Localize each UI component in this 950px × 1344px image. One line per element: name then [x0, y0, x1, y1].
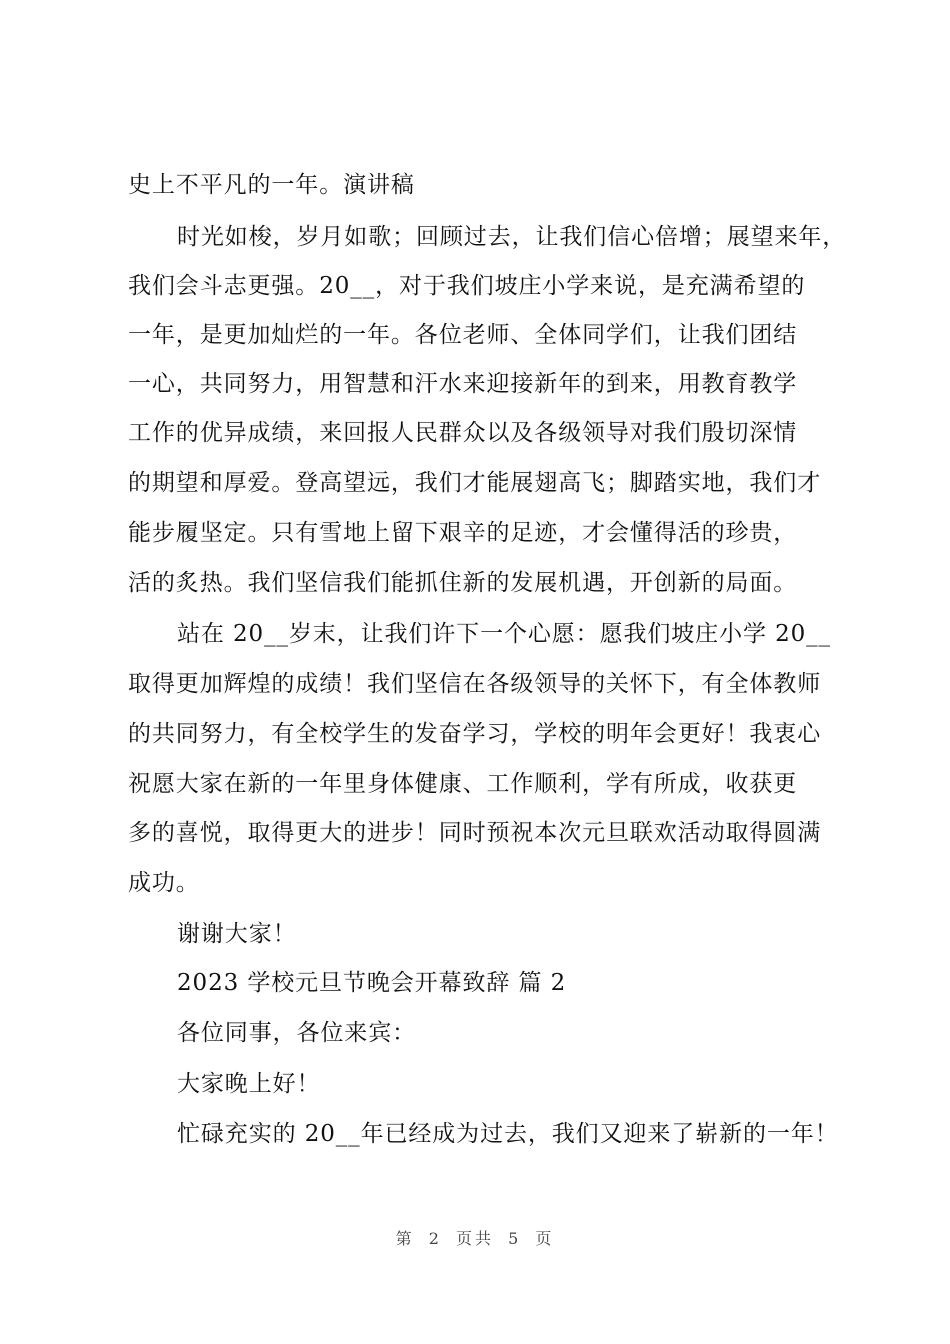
text-line: 能步履坚定。只有雪地上留下艰辛的足迹，才会懂得活的珍贵，	[128, 520, 798, 546]
section-heading: 2023 学校元旦节晚会开幕致辞 篇 2	[177, 970, 567, 996]
text-line: 成功。	[128, 870, 200, 896]
text-line: 一心，共同努力，用智慧和汗水来迎接新年的到来，用教育教学	[128, 371, 798, 397]
text-line: 我们会斗志更强。20__，对于我们坡庄小学来说，是充满希望的	[128, 273, 806, 299]
text-line: 史上不平凡的一年。演讲稿	[128, 172, 415, 198]
text-line: 工作的优异成绩，来回报人民群众以及各级领导对我们殷切深情	[128, 420, 798, 446]
text-line: 活的炙热。我们坚信我们能抓住新的发展机遇，开创新的局面。	[128, 570, 798, 596]
text-line: 取得更加辉煌的成绩！我们坚信在各级领导的关怀下，有全体教师	[128, 671, 822, 697]
text-line: 忙碌充实的 20__年已经成为过去，我们又迎来了崭新的一年！	[177, 1121, 839, 1147]
page-number-footer: 第 2 页共 5 页	[395, 1229, 555, 1248]
text-line: 谢谢大家！	[177, 921, 297, 947]
text-line: 多的喜悦，取得更大的进步！同时预祝本次元旦联欢活动取得圆满	[128, 820, 822, 846]
text-line: 各位同事，各位来宾：	[177, 1020, 416, 1046]
text-line: 祝愿大家在新的一年里身体健康、工作顺利，学有所成，收获更	[128, 771, 798, 797]
text-line: 的期望和厚爱。登高望远，我们才能展翅高飞；脚踏实地，我们才	[128, 470, 822, 496]
text-line: 时光如梭，岁月如歌；回顾过去，让我们信心倍增；展望来年，	[177, 224, 847, 250]
text-line: 一年，是更加灿烂的一年。各位老师、全体同学们，让我们团结	[128, 322, 798, 348]
text-line: 站在 20__岁末，让我们许下一个心愿：愿我们坡庄小学 20__	[177, 621, 831, 647]
text-line: 的共同努力，有全校学生的发奋学习，学校的明年会更好！我衷心	[128, 721, 822, 747]
text-line: 大家晚上好！	[177, 1071, 321, 1097]
